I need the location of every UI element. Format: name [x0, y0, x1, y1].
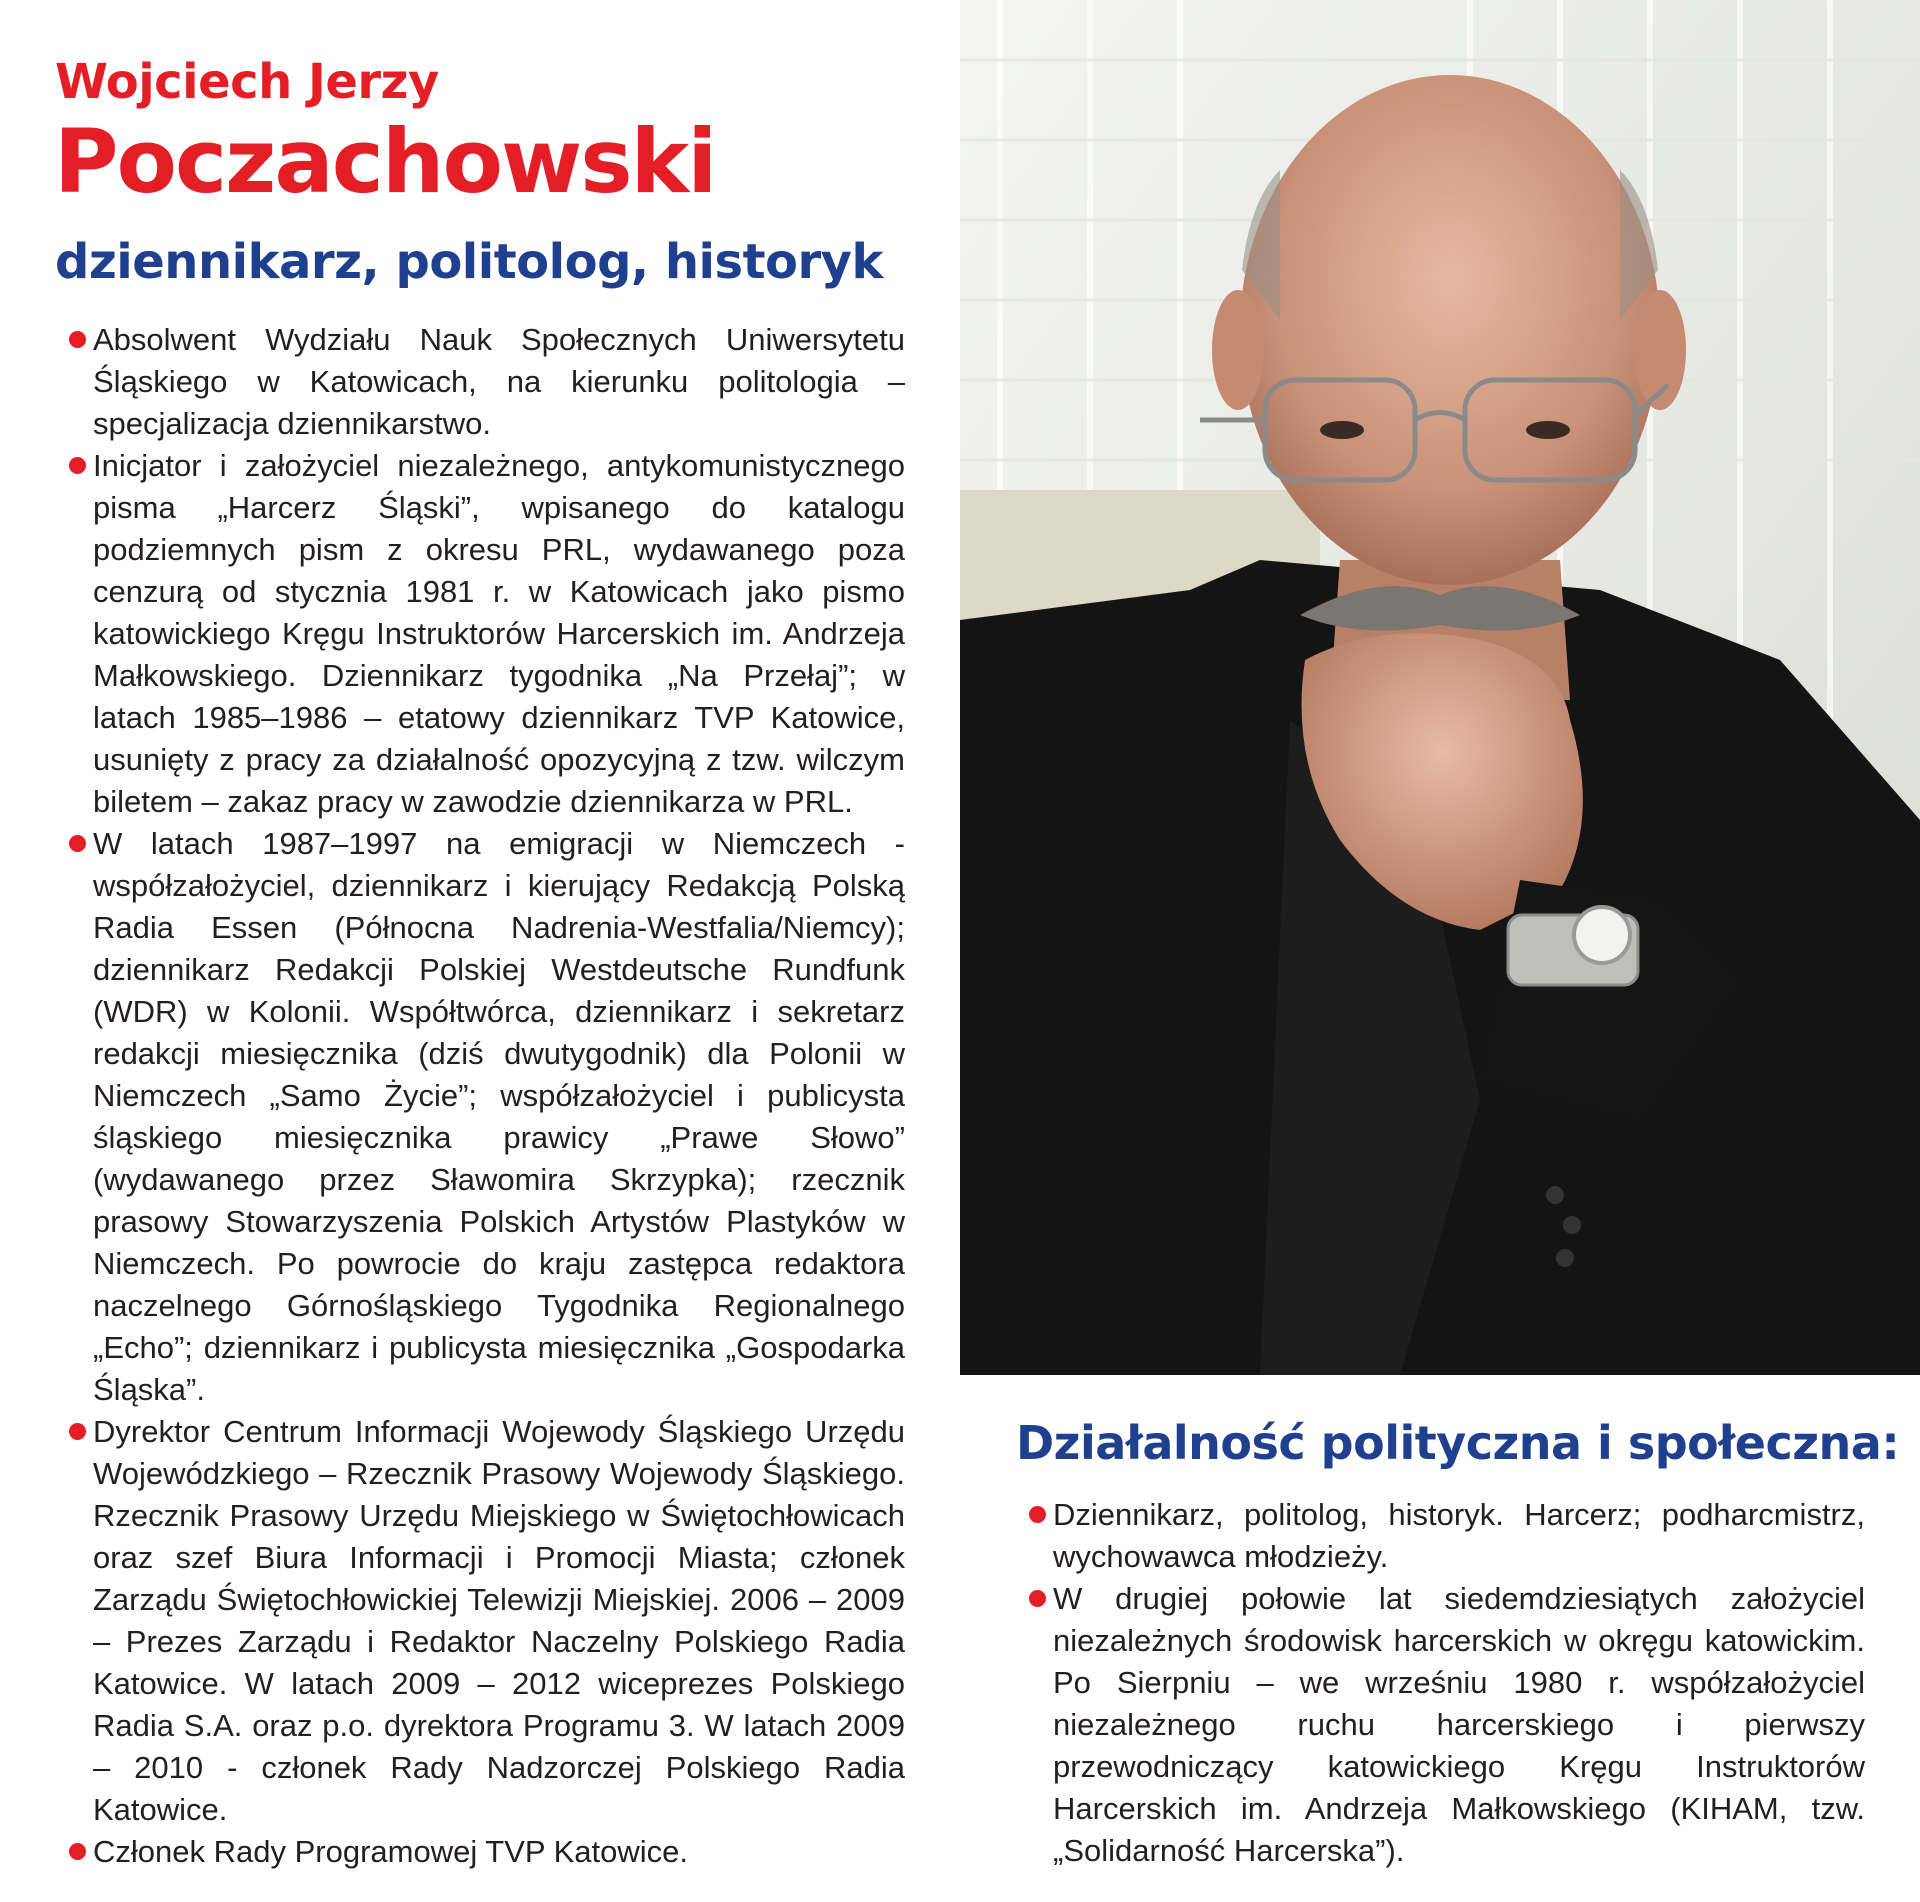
portrait-photo	[960, 0, 1920, 1375]
activity-heading: Działalność polityczna i społeczna:	[1016, 1416, 1900, 1470]
bullet-dot-icon	[69, 331, 86, 348]
bullet-dot-icon	[1029, 1506, 1046, 1523]
profession-subtitle: dziennikarz, politolog, historyk	[55, 234, 883, 290]
biography-list	[55, 319, 905, 1873]
list-item	[55, 445, 905, 823]
list-item-text: Dyrektor Centrum Informacji Wojewody Śląskiego Urzędu Wojewódzkiego – Rzecznik Prasowy Wojewody Śląskiego. Rzecznik Prasowy Urzędu Miejskiego w Świętochłowicach oraz szef Biura Informacji i Promocji Miasta; członek Zarządu Świętochłowickiej Telewizji Miejskiej. 2006 – 2009 – Prezes Zarządu i Redaktor Naczelny Polskiego Radia Katowice. W latach 2009 – 2012 wiceprezes Polskiego Radia S.A. oraz p.o. dyrektora Programu 3. W latach 2009 – 2010 - członek Rady Nadzorczej Polskiego Radia Katowice.	[93, 1414, 905, 1827]
list-item	[55, 1831, 905, 1873]
list-item	[1015, 1494, 1865, 1578]
bullet-dot-icon	[1029, 1590, 1046, 1607]
activity-list	[1015, 1494, 1865, 1872]
bullet-dot-icon	[69, 1423, 86, 1440]
bullet-dot-icon	[69, 457, 86, 474]
list-item	[55, 1411, 905, 1831]
list-item-text: W latach 1987–1997 na emigracji w Niemczech - współzałożyciel, dziennikarz i kierujący Redakcją Polską Radia Essen (Północna Nadrenia-Westfalia/Niemcy); dziennikarz Redakcji Polskiej Westdeutsche Rundfunk (WDR) w Kolonii. Współtwórca, dziennikarz i sekretarz redakcji miesięcznika (dziś dwutygodnik) dla Polonii w Niemczech „Samo Życie”; współzałożyciel i publicysta śląskiego miesięcznika prawicy „Prawe Słowo” (wydawanego przez Sławomira Skrzypka); rzecznik prasowy Stowarzyszenia Polskich Artystów Plastyków w Niemczech. Po powrocie do kraju zastępca redaktora naczelnego Górnośląskiego Tygodnika Regionalnego „Echo”; dziennikarz i publicysta miesięcznika „Gospodarka Śląska”.	[93, 826, 905, 1407]
list-item	[55, 823, 905, 1411]
list-item-text: Inicjator i założyciel niezależnego, antykomunistycznego pisma „Harcerz Śląski”, wpisanego do katalogu podziemnych pism z okresu PRL, wydawanego poza cenzurą od stycznia 1981 r. w Katowicach jako pismo katowickiego Kręgu Instruktorów Harcerskich im. Andrzeja Małkowskiego. Dziennikarz tygodnika „Na Przełaj”; w latach 1985–1986 – etatowy dziennikarz TVP Katowice, usunięty z pracy za działalność opozycyjną z tzw. wilczym biletem – zakaz pracy w zawodzie dziennikarza w PRL.	[93, 448, 905, 819]
bullet-dot-icon	[69, 1843, 86, 1860]
first-name: Wojciech Jerzy	[55, 54, 439, 110]
list-item-text: Członek Rady Programowej TVP Katowice.	[93, 1834, 689, 1869]
list-item-text: W drugiej połowie lat siedemdziesiątych założyciel niezależnych środowisk harcerskich w okręgu katowickim. Po Sierpniu – we wrześniu 1980 r. współzałożyciel niezależnego ruchu harcerskiego i pierwszy przewodniczący katowickiego Kręgu Instruktorów Harcerskich im. Andrzeja Małkowskiego (KIHAM, tzw. „Solidarność Harcerska”).	[1053, 1581, 1865, 1868]
last-name: Poczachowski	[54, 110, 716, 213]
list-item	[1015, 1578, 1865, 1872]
list-item-text: Dziennikarz, politolog, historyk. Harcerz; podharcmistrz, wychowawca młodzieży.	[1053, 1497, 1865, 1574]
bullet-dot-icon	[69, 835, 86, 852]
list-item	[55, 319, 905, 445]
list-item-text: Absolwent Wydziału Nauk Społecznych Uniwersytetu Śląskiego w Katowicach, na kierunku politologia – specjalizacja dziennikarstwo.	[93, 322, 905, 441]
